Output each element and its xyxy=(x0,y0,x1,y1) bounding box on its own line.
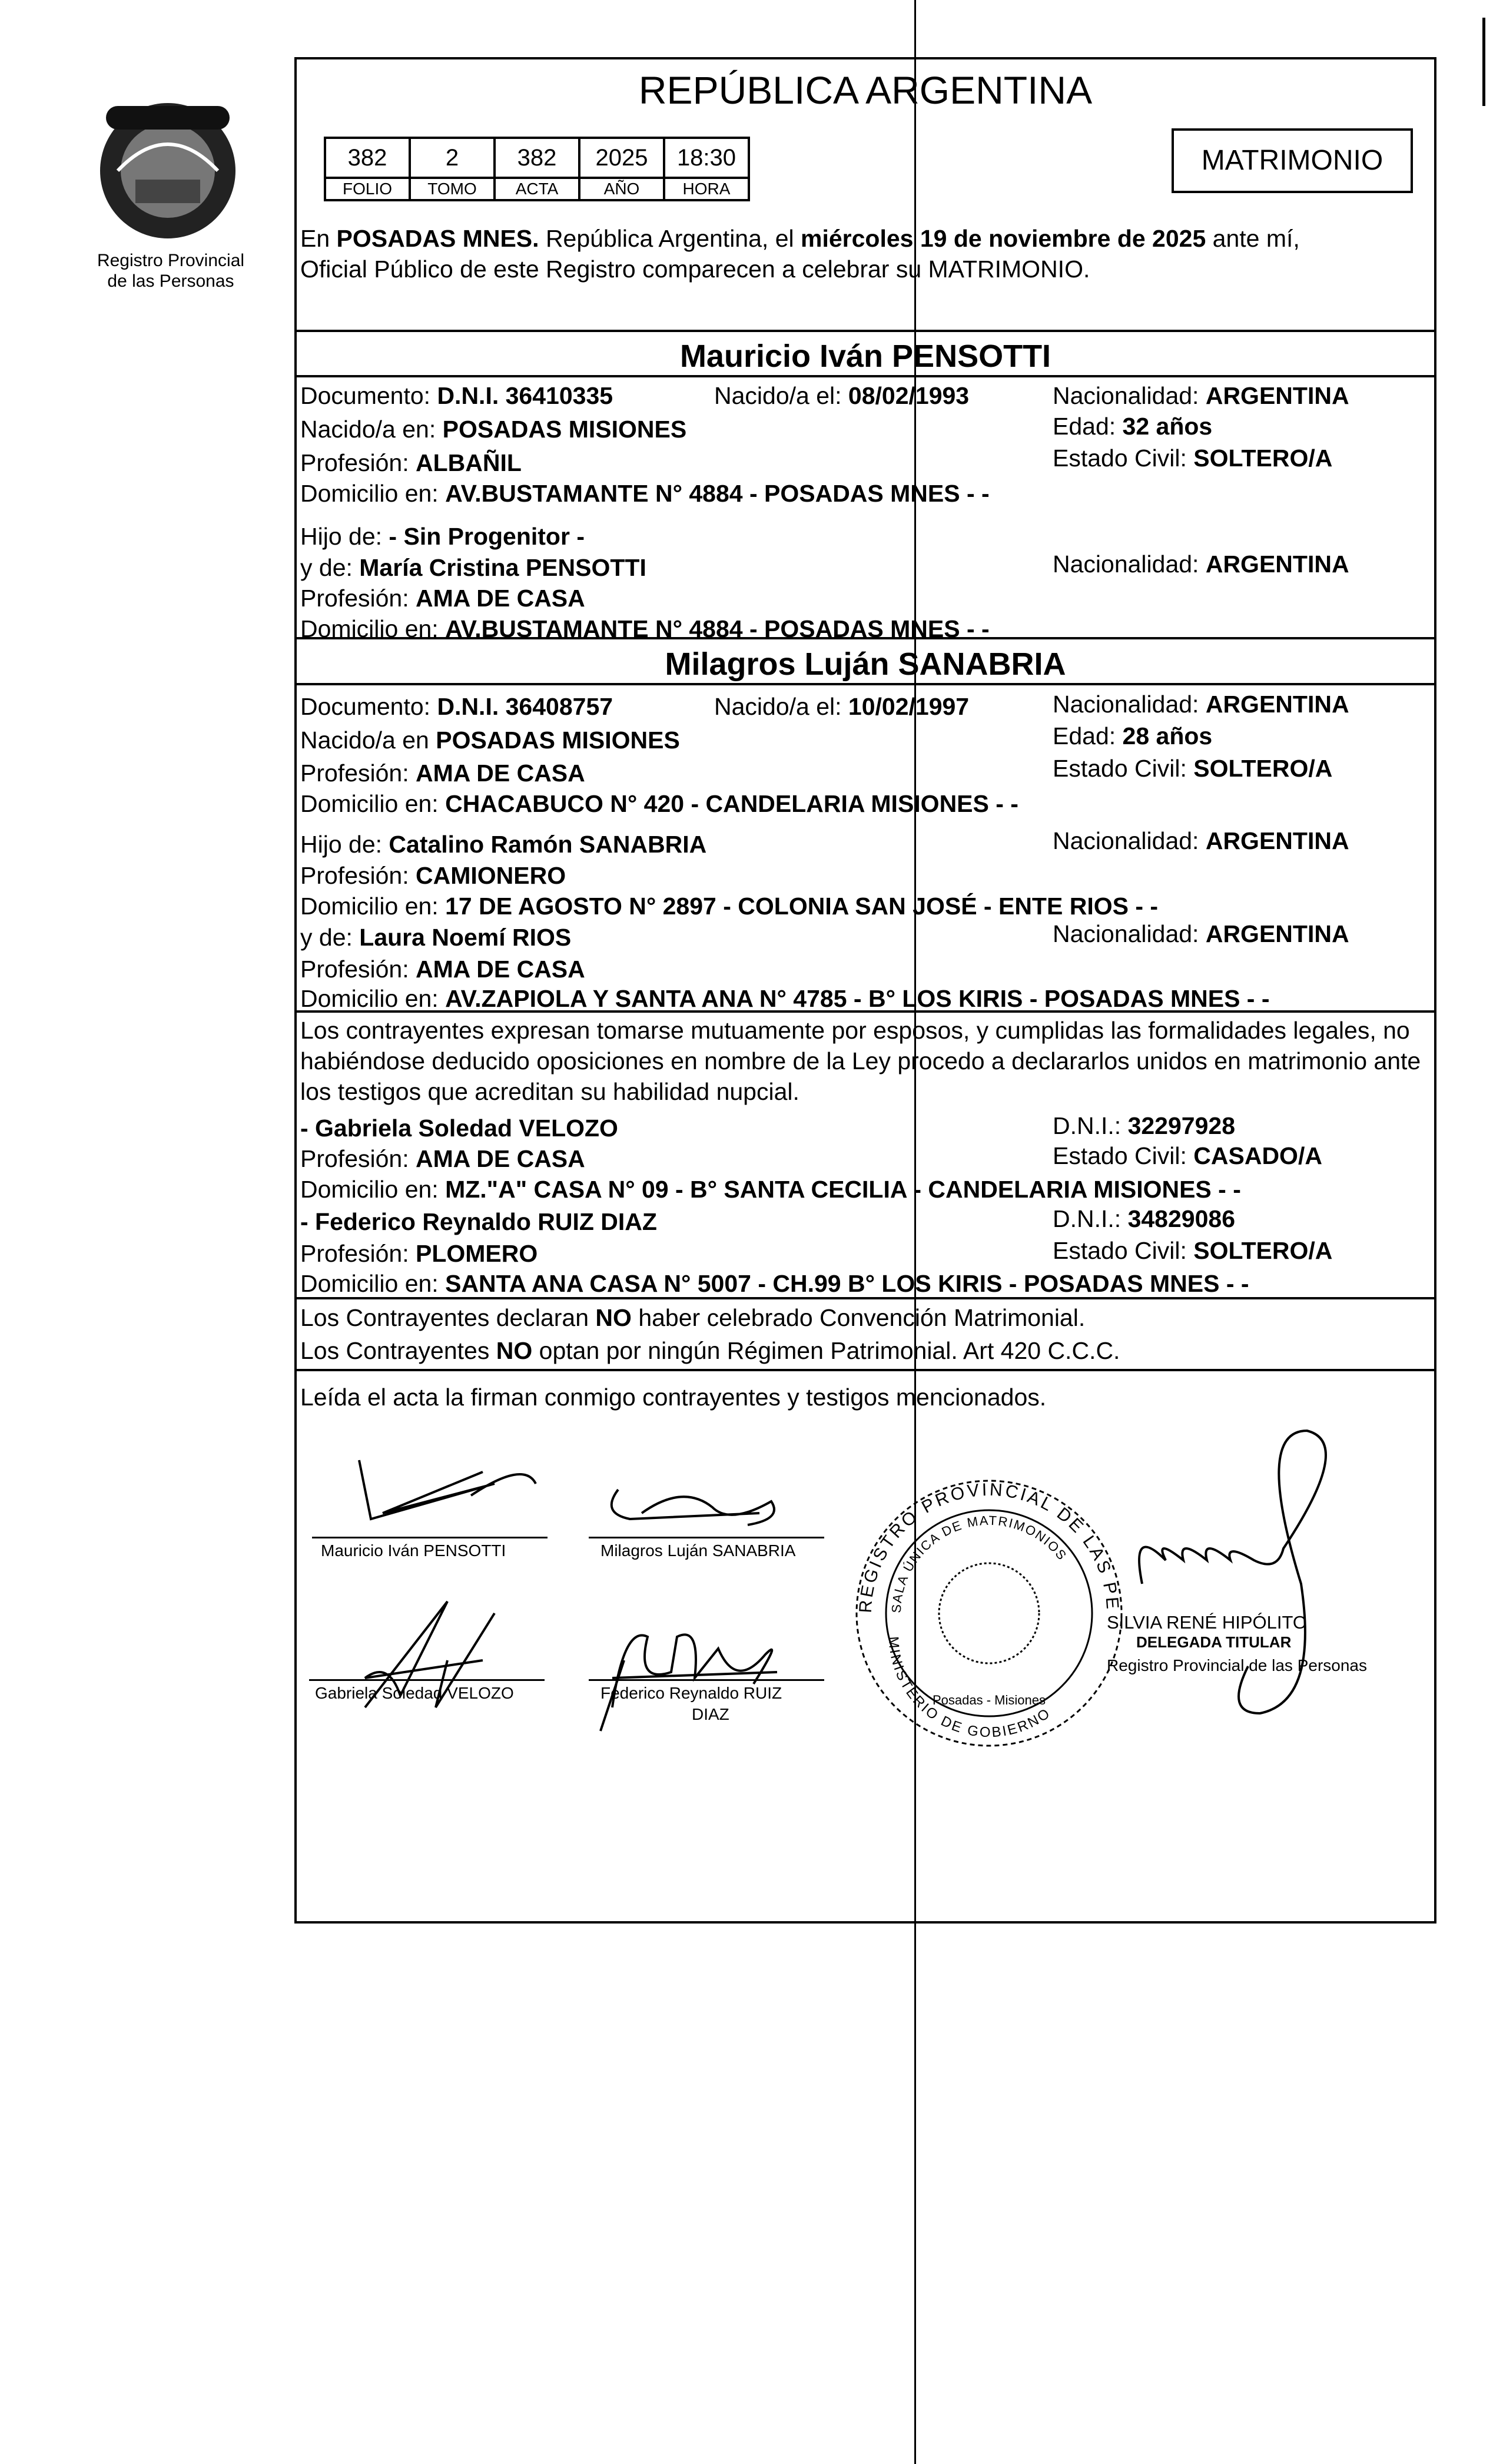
tomo-label: TOMO xyxy=(410,178,495,200)
bride-signature-name: Milagros Luján SANABRIA xyxy=(600,1541,796,1560)
value: SOLTERO/A xyxy=(1193,755,1333,782)
rule xyxy=(294,683,1436,685)
regime-line-1 xyxy=(300,1306,1085,1330)
label: Profesión: xyxy=(300,760,416,787)
label: Profesión: xyxy=(300,449,416,476)
label: Edad: xyxy=(1053,413,1123,440)
declaration-line-3: los testigos que acreditan su habilidad nupcial. xyxy=(300,1078,799,1105)
label: Nacido/a el: xyxy=(714,382,848,409)
stamp-city: Posadas - Misiones xyxy=(933,1693,1046,1707)
label: Estado Civil: xyxy=(1053,755,1194,782)
label: Profesión: xyxy=(300,1240,416,1267)
label: y de: xyxy=(300,924,360,951)
tomo-value: 2 xyxy=(410,138,495,178)
bride-father-profession xyxy=(300,864,566,888)
intro-text: ante mí, xyxy=(1206,225,1300,252)
label: Domicilio en: xyxy=(300,790,446,817)
value: Laura Noemí RIOS xyxy=(359,924,572,951)
official-office: Registro Provincial de las Personas xyxy=(1107,1656,1367,1674)
value: PLOMERO xyxy=(416,1240,538,1267)
groom-mother-profession xyxy=(300,586,585,611)
intro-line-2: Oficial Público de este Registro comparecen a celebrar su MATRIMONIO. xyxy=(300,256,1090,283)
label: Nacionalidad: xyxy=(1053,827,1206,854)
bride-father-nationality xyxy=(1053,829,1349,853)
hour-label: HORA xyxy=(664,178,749,200)
witness-1-dni xyxy=(1053,1114,1235,1138)
acta-label: ACTA xyxy=(495,178,579,200)
bride-father-address xyxy=(300,894,1158,918)
groom-signature xyxy=(347,1448,542,1537)
folio-label: FOLIO xyxy=(325,178,410,200)
value: 32297928 xyxy=(1127,1112,1235,1139)
bride-mother-address xyxy=(300,987,1270,1011)
rule xyxy=(294,330,1436,332)
label: Profesión: xyxy=(300,956,416,983)
value: 28 años xyxy=(1122,722,1213,750)
folio-value: 382 xyxy=(325,138,410,178)
groom-signature-name: Mauricio Iván PENSOTTI xyxy=(321,1541,506,1560)
declaration-line-2: habiéndose deducido oposiciones en nombre de la Ley procedo a declararlos unidos en matrimonio ante xyxy=(300,1047,1421,1075)
bride-name: Milagros Luján SANABRIA xyxy=(665,646,1066,682)
value: AMA DE CASA xyxy=(416,1145,585,1172)
record-type-box: MATRIMONIO xyxy=(1172,128,1413,193)
value: ARGENTINA xyxy=(1205,920,1349,947)
witness-1-signature-line xyxy=(309,1679,545,1681)
bride-document xyxy=(300,695,613,719)
country-title: REPÚBLICA ARGENTINA xyxy=(638,68,1093,112)
official-stamp xyxy=(848,1472,1130,1755)
witness-2-name: - Federico Reynaldo RUIZ DIAZ xyxy=(300,1208,657,1235)
groom-nationality xyxy=(1053,384,1349,408)
value: 34829086 xyxy=(1127,1205,1235,1232)
witness-1-profession xyxy=(300,1147,585,1171)
value: D.N.I. 36408757 xyxy=(437,693,613,720)
value: SANTA ANA CASA N° 5007 - CH.99 B° LOS KIRIS - POSADAS MNES - - xyxy=(445,1270,1249,1297)
label: Nacionalidad: xyxy=(1053,691,1206,718)
official-name: SILVIA RENÉ HIPÓLITO xyxy=(1107,1612,1307,1633)
value: CHACABUCO N° 420 - CANDELARIA MISIONES - - xyxy=(445,790,1018,817)
groom-civil-status xyxy=(1053,446,1332,470)
declaration-line-1: Los contrayentes expresan tomarse mutuamente por esposos, y cumplidas las formalidades legales, no xyxy=(300,1017,1410,1044)
stamp-outer-text: REGISTRO PROVINCIAL DE LAS PE xyxy=(855,1480,1123,1614)
value: 17 DE AGOSTO N° 2897 - COLONIA SAN JOSÉ - ENTE RIOS - - xyxy=(445,893,1159,920)
label: D.N.I.: xyxy=(1053,1205,1128,1232)
value: AMA DE CASA xyxy=(416,585,585,612)
label: Documento: xyxy=(300,382,437,409)
value: AMA DE CASA xyxy=(416,956,585,983)
witness-2-address xyxy=(300,1272,1249,1296)
value: ARGENTINA xyxy=(1205,691,1349,718)
value: ARGENTINA xyxy=(1205,550,1349,578)
rule xyxy=(294,375,1436,377)
intro-date: miércoles 19 de noviembre de 2025 xyxy=(801,225,1206,252)
witness-2-signature-name-2: DIAZ xyxy=(692,1705,729,1723)
witness-2-dni xyxy=(1053,1207,1235,1231)
bride-profession xyxy=(300,761,585,785)
label: Profesión: xyxy=(300,862,416,889)
groom-address xyxy=(300,482,990,506)
label: Domicilio en: xyxy=(300,893,446,920)
emphasis: NO xyxy=(595,1304,632,1331)
value: - Sin Progenitor - xyxy=(389,523,585,550)
value: 08/02/1993 xyxy=(848,382,970,409)
label: Estado Civil: xyxy=(1053,1142,1194,1169)
groom-profession xyxy=(300,451,522,475)
groom-name: Mauricio Iván PENSOTTI xyxy=(679,339,1051,374)
bride-civil-status xyxy=(1053,757,1332,781)
value: 32 años xyxy=(1122,413,1213,440)
witness-1-address xyxy=(300,1178,1241,1202)
stamp-bottom-text: MINISTERIO DE GOBIERNO xyxy=(885,1636,1054,1741)
value: María Cristina PENSOTTI xyxy=(359,554,646,581)
stamp-inner-text: SALA ÚNICA DE MATRIMONIOS xyxy=(888,1513,1070,1614)
value: CAMIONERO xyxy=(416,862,566,889)
value: D.N.I. 36410335 xyxy=(437,382,613,409)
official-signature xyxy=(1107,1407,1383,1725)
witness-2-signature-line xyxy=(589,1679,824,1681)
bride-mother-profession xyxy=(300,957,585,981)
bride-mother-nationality xyxy=(1053,922,1349,946)
value: POSADAS MISIONES xyxy=(436,727,680,754)
label: Profesión: xyxy=(300,1145,416,1172)
registry-label-1: Registro Provincial xyxy=(97,251,245,270)
label: Estado Civil: xyxy=(1053,445,1194,472)
value: MZ."A" CASA N° 09 - B° SANTA CECILIA - CANDELARIA MISIONES - - xyxy=(445,1176,1241,1203)
value: SOLTERO/A xyxy=(1193,1237,1333,1264)
label: Domicilio en: xyxy=(300,1176,446,1203)
label: Domicilio en: xyxy=(300,615,446,642)
label: Documento: xyxy=(300,693,437,720)
label: y de: xyxy=(300,554,360,581)
groom-father xyxy=(300,525,585,549)
value: Catalino Ramón SANABRIA xyxy=(389,831,707,858)
bride-birthplace xyxy=(300,728,680,752)
value: POSADAS MISIONES xyxy=(442,416,687,443)
groom-mother-nationality xyxy=(1053,552,1349,576)
witness-1-civil-status xyxy=(1053,1144,1322,1168)
bride-nationality xyxy=(1053,692,1349,717)
value: ALBAÑIL xyxy=(416,449,522,476)
intro-text: República Argentina, el xyxy=(539,225,801,252)
groom-document xyxy=(300,384,613,408)
label: Domicilio en: xyxy=(300,480,446,507)
text: Los Contrayentes declaran xyxy=(300,1304,596,1331)
value: AMA DE CASA xyxy=(416,760,585,787)
witness-1-signature-name: Gabriela Soledad VELOZO xyxy=(315,1684,514,1702)
value: AV.BUSTAMANTE N° 4884 - POSADAS MNES - - xyxy=(445,480,990,507)
edge-mark xyxy=(1482,18,1485,106)
label: Nacido/a en xyxy=(300,727,436,754)
label: Nacido/a en: xyxy=(300,416,443,443)
text: haber celebrado Convención Matrimonial. xyxy=(631,1304,1086,1331)
bride-signature xyxy=(595,1472,789,1543)
label: Domicilio en: xyxy=(300,985,446,1012)
bride-signature-line xyxy=(589,1537,824,1538)
bride-born xyxy=(714,695,969,719)
groom-born xyxy=(714,384,969,408)
rule xyxy=(294,1297,1436,1299)
bride-address xyxy=(300,792,1018,816)
witness-2-civil-status xyxy=(1053,1239,1332,1263)
value: ARGENTINA xyxy=(1205,382,1349,409)
hour-value: 18:30 xyxy=(664,138,749,178)
bride-mother xyxy=(300,926,571,950)
bride-father xyxy=(300,833,706,857)
acta-value: 382 xyxy=(495,138,579,178)
label: Edad: xyxy=(1053,722,1123,750)
groom-mother xyxy=(300,556,646,580)
bride-age xyxy=(1053,724,1212,748)
label: D.N.I.: xyxy=(1053,1112,1128,1139)
rule xyxy=(294,1369,1436,1371)
emphasis: NO xyxy=(496,1337,533,1364)
registry-logo xyxy=(82,82,253,253)
value: AV.ZAPIOLA Y SANTA ANA N° 4785 - B° LOS KIRIS - POSADAS MNES - - xyxy=(445,985,1270,1012)
witness-2-signature-name-1: Federico Reynaldo RUIZ xyxy=(600,1684,782,1702)
registration-table xyxy=(324,137,750,201)
label: Estado Civil: xyxy=(1053,1237,1194,1264)
value: AV.BUSTAMANTE N° 4884 - POSADAS MNES - - xyxy=(445,615,990,642)
witness-1-name: - Gabriela Soledad VELOZO xyxy=(300,1115,618,1142)
label: Nacionalidad: xyxy=(1053,550,1206,578)
groom-birthplace xyxy=(300,417,686,442)
label: Domicilio en: xyxy=(300,1270,446,1297)
intro-text: En xyxy=(300,225,337,252)
groom-signature-line xyxy=(312,1537,548,1538)
label: Hijo de: xyxy=(300,523,389,550)
groom-age xyxy=(1053,414,1212,439)
year-value: 2025 xyxy=(579,138,664,178)
regime-line-2 xyxy=(300,1339,1120,1363)
value: 10/02/1997 xyxy=(848,693,970,720)
intro-line-1 xyxy=(300,227,1300,251)
groom-mother-address xyxy=(300,617,990,641)
official-title: DELEGADA TITULAR xyxy=(1136,1633,1292,1651)
label: Profesión: xyxy=(300,585,416,612)
year-label: AÑO xyxy=(579,178,664,200)
label: Hijo de: xyxy=(300,831,389,858)
registry-label-2: de las Personas xyxy=(107,271,234,291)
intro-place: POSADAS MNES. xyxy=(336,225,539,252)
value: ARGENTINA xyxy=(1205,827,1349,854)
closing-statement: Leída el acta la firman conmigo contrayentes y testigos mencionados. xyxy=(300,1384,1047,1411)
text: Los Contrayentes xyxy=(300,1337,496,1364)
label: Nacionalidad: xyxy=(1053,920,1206,947)
value: CASADO/A xyxy=(1193,1142,1322,1169)
witness-2-profession xyxy=(300,1242,538,1266)
label: Nacido/a el: xyxy=(714,693,848,720)
text: optan por ningún Régimen Patrimonial. Art 420 C.C.C. xyxy=(532,1337,1120,1364)
label: Nacionalidad: xyxy=(1053,382,1206,409)
value: SOLTERO/A xyxy=(1193,445,1333,472)
